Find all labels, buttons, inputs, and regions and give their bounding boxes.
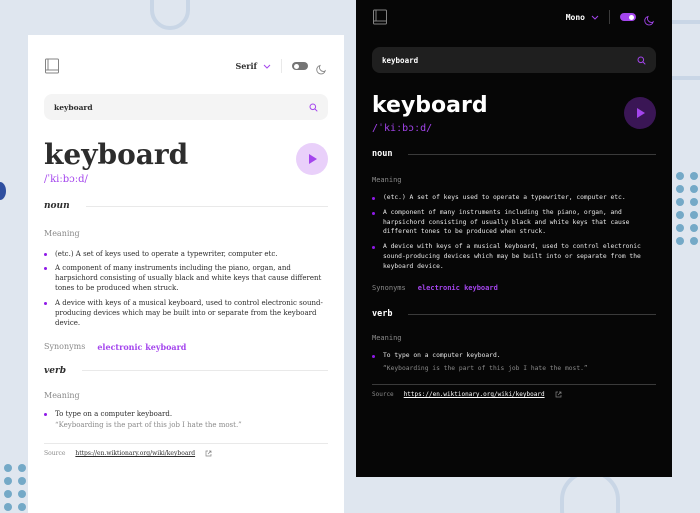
- source-link[interactable]: https://en.wiktionary.org/wiki/keyboard: [403, 391, 545, 398]
- moon-icon[interactable]: [316, 60, 328, 72]
- external-link-icon[interactable]: [555, 391, 562, 398]
- definition-item: A component of many instruments including the piano, organ, and harpsichord consisting of usually black and white keys that cause different tones to be produced when struck.: [44, 263, 328, 293]
- background-dots: [4, 464, 26, 511]
- search-icon[interactable]: [637, 56, 646, 65]
- theme-toggle[interactable]: [620, 13, 636, 21]
- example-sentence: “Keyboarding is the part of this job I hate the most.”: [383, 365, 588, 372]
- example-sentence: “Keyboarding is the part of this job I hate the most.”: [55, 421, 242, 430]
- chevron-down-icon: [591, 13, 599, 22]
- word-header: [372, 95, 656, 134]
- source-row: [372, 391, 656, 398]
- moon-icon[interactable]: [644, 11, 656, 23]
- verb-heading: [372, 309, 656, 319]
- definition-list: [372, 193, 656, 271]
- background-dots: [676, 172, 698, 245]
- source-row: [44, 450, 328, 457]
- phonetic: /ˈkiːbɔːd/: [44, 174, 88, 185]
- part-of-speech: noun: [44, 201, 70, 211]
- definition-item: (etc.) A set of keys used to operate a typewriter, computer etc.: [44, 249, 328, 259]
- divider: [408, 314, 656, 315]
- word-title: keyboard: [44, 138, 189, 171]
- definition-item: A device with keys of a musical keyboard, used to control electronic sound-producing devices which may be built into or separate from the keyboard device.: [372, 242, 656, 271]
- background-blob: [0, 182, 6, 200]
- word-header: [44, 138, 328, 185]
- meaning-heading: Meaning: [44, 390, 80, 400]
- font-selector-label: Serif: [235, 61, 257, 71]
- search-input[interactable]: keyboard: [382, 55, 419, 65]
- definition-item: A component of many instruments including the piano, organ, and harpsichord consisting of usually black and white keys that cause different tones to be produced when struck.: [372, 208, 656, 237]
- font-selector[interactable]: [566, 13, 599, 22]
- play-audio-button[interactable]: [296, 143, 328, 175]
- definition-item: To type on a computer keyboard.: [372, 351, 656, 361]
- toggle-knob: [294, 64, 299, 69]
- meaning-heading: Meaning: [44, 229, 80, 238]
- search-field[interactable]: [372, 47, 656, 73]
- part-of-speech: verb: [372, 309, 393, 320]
- background-curve: [150, 0, 190, 30]
- header: [44, 57, 328, 75]
- dark-theme-card: [356, 0, 672, 477]
- phonetic: /ˈkiːbɔːd/: [372, 123, 433, 134]
- part-of-speech: noun: [372, 149, 393, 159]
- search-field[interactable]: [44, 94, 328, 120]
- divider: [408, 154, 656, 155]
- divider: [82, 370, 328, 371]
- play-icon: [309, 154, 317, 164]
- source-label: Source: [372, 391, 394, 398]
- search-icon[interactable]: [309, 103, 318, 112]
- source-label: Source: [44, 450, 66, 458]
- font-selector[interactable]: [235, 61, 271, 71]
- meaning-heading: Meaning: [372, 334, 402, 343]
- synonym-link[interactable]: electronic keyboard: [97, 341, 187, 352]
- synonyms-row: [372, 284, 656, 292]
- noun-heading: [372, 149, 656, 159]
- external-link-icon[interactable]: [205, 450, 212, 457]
- definition-item: (etc.) A set of keys used to operate a typewriter, computer etc.: [372, 193, 656, 203]
- divider: [609, 10, 610, 24]
- divider: [372, 384, 656, 385]
- word-title: keyboard: [372, 93, 488, 118]
- verb-heading: [44, 366, 328, 376]
- noun-heading: [44, 201, 328, 211]
- toggle-knob: [629, 15, 634, 20]
- play-audio-button[interactable]: [624, 97, 656, 129]
- synonym-link[interactable]: electronic keyboard: [417, 284, 498, 293]
- definition-list: [372, 351, 656, 361]
- search-input[interactable]: keyboard: [54, 102, 93, 112]
- definition-item: To type on a computer keyboard.: [44, 409, 328, 419]
- definition-item: A device with keys of a musical keyboard, used to control electronic sound-producing devices which may be built into or separate from the keyboard device.: [44, 298, 328, 328]
- synonyms-label: Synonyms: [372, 284, 406, 293]
- book-logo-icon[interactable]: [44, 58, 60, 74]
- play-icon: [637, 108, 645, 118]
- definition-list: [44, 249, 328, 328]
- definition-list: [44, 409, 328, 419]
- synonyms-label: Synonyms: [44, 342, 86, 352]
- part-of-speech: verb: [44, 365, 66, 376]
- chevron-down-icon: [263, 61, 271, 71]
- divider: [281, 59, 282, 73]
- light-theme-card: [28, 35, 344, 513]
- synonyms-row: [44, 342, 328, 352]
- theme-toggle[interactable]: [292, 62, 308, 70]
- meaning-heading: Meaning: [372, 176, 402, 184]
- divider: [86, 206, 328, 207]
- book-logo-icon[interactable]: [372, 9, 388, 25]
- header: [372, 8, 656, 26]
- font-selector-label: Mono: [565, 12, 585, 22]
- divider: [44, 443, 328, 444]
- source-link[interactable]: https://en.wiktionary.org/wiki/keyboard: [75, 450, 196, 458]
